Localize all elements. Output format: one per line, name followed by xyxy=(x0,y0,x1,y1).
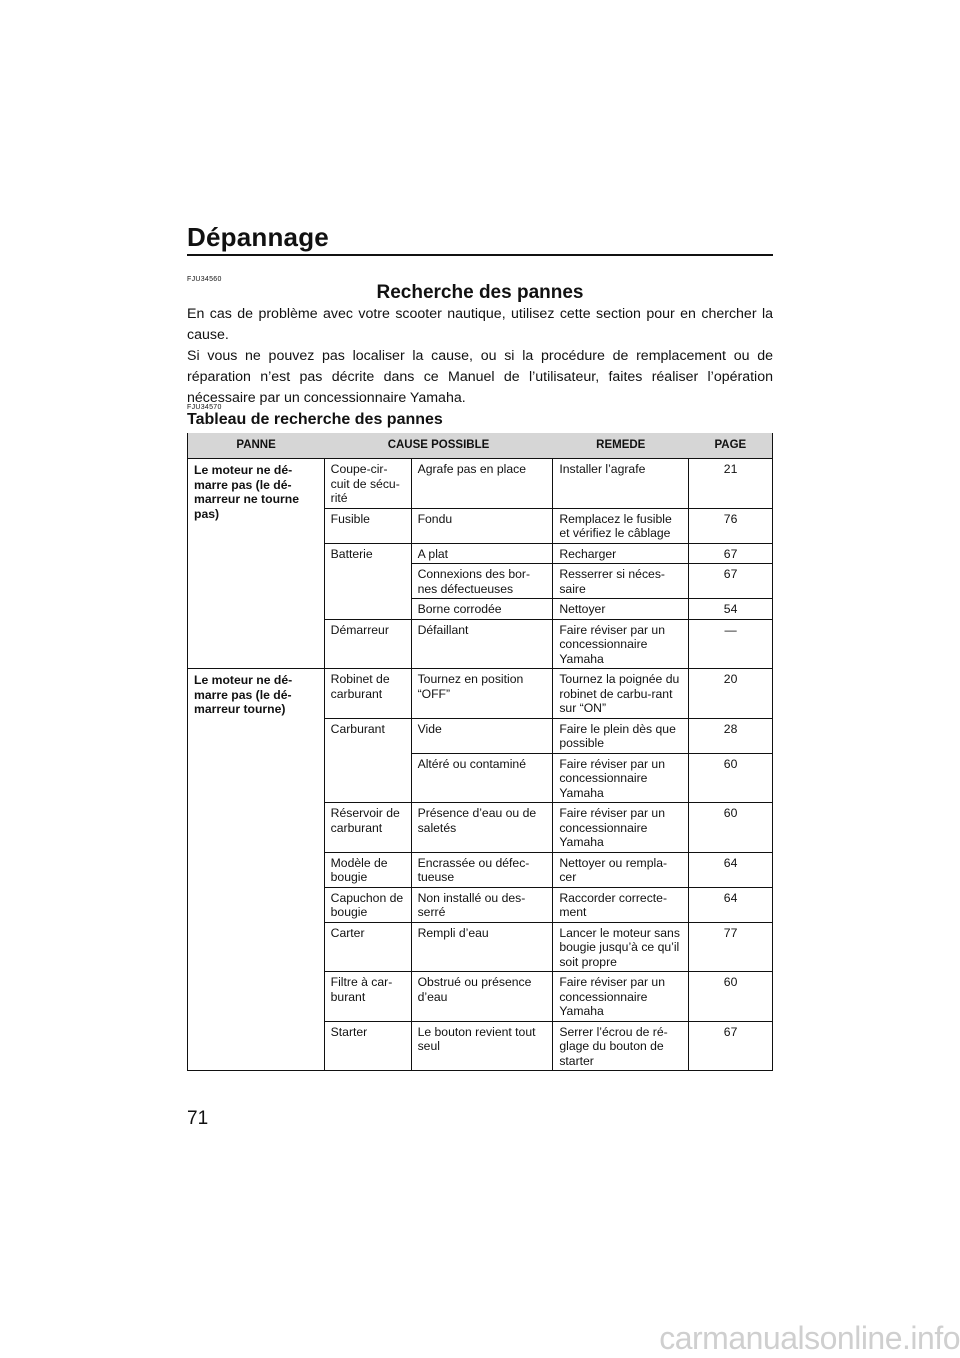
cause-cell: Modèle de bougie xyxy=(324,852,411,887)
remede-cell: Faire le plein dès que possible xyxy=(553,718,689,753)
cause-cell: Fusible xyxy=(324,508,411,543)
page-cell: 28 xyxy=(689,718,773,753)
remede-cell: Nettoyer ou rempla-cer xyxy=(553,852,689,887)
detail-cell: Obstrué ou présence d’eau xyxy=(411,972,553,1022)
cause-cell: Robinet de carburant xyxy=(324,669,411,719)
detail-cell: Vide xyxy=(411,718,553,753)
detail-cell: Rempli d’eau xyxy=(411,922,553,972)
detail-cell: A plat xyxy=(411,543,553,564)
page-cell: 77 xyxy=(689,922,773,972)
page-cell: 64 xyxy=(689,852,773,887)
troubleshooting-table xyxy=(187,433,773,1071)
page-cell: 67 xyxy=(689,564,773,599)
intro-paragraph: En cas de problème avec votre scooter nautique, utilisez cette section pour en chercher la cause. xyxy=(187,306,773,343)
table-row xyxy=(188,459,773,509)
chapter-title: Dépannage xyxy=(187,222,329,252)
chapter-rule xyxy=(187,254,773,256)
detail-cell: Agrafe pas en place xyxy=(411,459,553,509)
intro-text xyxy=(187,304,773,409)
table-row xyxy=(188,669,773,719)
page-cell: 21 xyxy=(689,459,773,509)
cause-cell: Carter xyxy=(324,922,411,972)
panne-cell: Le moteur ne dé-marre pas (le dé-marreur ne tourne pas) xyxy=(188,459,325,669)
remede-cell: Serrer l’écrou de ré-glage du bouton de starter xyxy=(553,1021,689,1071)
table-code: FJU34570 xyxy=(187,404,222,411)
table-title: Tableau de recherche des pannes xyxy=(187,411,443,428)
cause-cell: Capuchon de bougie xyxy=(324,887,411,922)
header-remede: REMEDE xyxy=(553,433,689,459)
remede-cell: Faire réviser par un concessionnaire Yamaha xyxy=(553,619,689,669)
detail-cell: Altéré ou contaminé xyxy=(411,753,553,803)
page-cell: 64 xyxy=(689,887,773,922)
detail-cell: Défaillant xyxy=(411,619,553,669)
page-cell: 20 xyxy=(689,669,773,719)
table-body xyxy=(188,459,773,1071)
panne-cell: Le moteur ne dé-marre pas (le dé-marreur tourne) xyxy=(188,669,325,1071)
detail-cell: Encrassée ou défec-tueuse xyxy=(411,852,553,887)
remede-cell: Installer l’agrafe xyxy=(553,459,689,509)
detail-cell: Connexions des bor-nes défectueuses xyxy=(411,564,553,599)
header-cause: CAUSE POSSIBLE xyxy=(324,433,553,459)
table-header-row xyxy=(188,433,773,459)
section-code: FJU34560 xyxy=(187,276,222,283)
header-page: PAGE xyxy=(689,433,773,459)
detail-cell: Présence d’eau ou de saletés xyxy=(411,803,553,853)
cause-cell: Filtre à car-burant xyxy=(324,972,411,1022)
section-title: Recherche des pannes xyxy=(376,282,584,303)
page-number: 71 xyxy=(187,1108,209,1129)
remede-cell: Faire réviser par un concessionnaire Yamaha xyxy=(553,753,689,803)
detail-cell: Le bouton revient tout seul xyxy=(411,1021,553,1071)
remede-cell: Raccorder correcte-ment xyxy=(553,887,689,922)
remede-cell: Recharger xyxy=(553,543,689,564)
page-cell: 60 xyxy=(689,803,773,853)
detail-cell: Borne corrodée xyxy=(411,599,553,620)
remede-cell: Tournez la poignée du robinet de carbu-rant sur “ON” xyxy=(553,669,689,719)
page-cell: — xyxy=(689,619,773,669)
remede-cell: Nettoyer xyxy=(553,599,689,620)
remede-cell: Resserrer si néces-saire xyxy=(553,564,689,599)
remede-cell: Faire réviser par un concessionnaire Yamaha xyxy=(553,972,689,1022)
page-cell: 67 xyxy=(689,543,773,564)
page-cell: 67 xyxy=(689,1021,773,1071)
cause-cell: Starter xyxy=(324,1021,411,1071)
detail-cell: Fondu xyxy=(411,508,553,543)
cause-cell: Carburant xyxy=(324,718,411,803)
cause-cell: Démarreur xyxy=(324,619,411,669)
page-cell: 54 xyxy=(689,599,773,620)
cause-cell: Réservoir de carburant xyxy=(324,803,411,853)
remede-cell: Remplacez le fusible et vérifiez le câblage xyxy=(553,508,689,543)
watermark: carmanualsonline.info xyxy=(659,1320,960,1356)
page-cell: 60 xyxy=(689,972,773,1022)
intro-paragraph: Si vous ne pouvez pas localiser la cause, ou si la procédure de remplacement ou de réparation n’est pas décrite dans ce Manuel de l’utilisateur, faites réaliser l’opération nécessaire par un concessionnaire Yamaha. xyxy=(187,348,773,406)
header-panne: PANNE xyxy=(188,433,325,459)
page-cell: 60 xyxy=(689,753,773,803)
page-cell: 76 xyxy=(689,508,773,543)
remede-cell: Faire réviser par un concessionnaire Yamaha xyxy=(553,803,689,853)
detail-cell: Non installé ou des-serré xyxy=(411,887,553,922)
cause-cell: Coupe-cir-cuit de sécu-rité xyxy=(324,459,411,509)
cause-cell: Batterie xyxy=(324,543,411,619)
remede-cell: Lancer le moteur sans bougie jusqu’à ce qu’il soit propre xyxy=(553,922,689,972)
detail-cell: Tournez en position “OFF” xyxy=(411,669,553,719)
